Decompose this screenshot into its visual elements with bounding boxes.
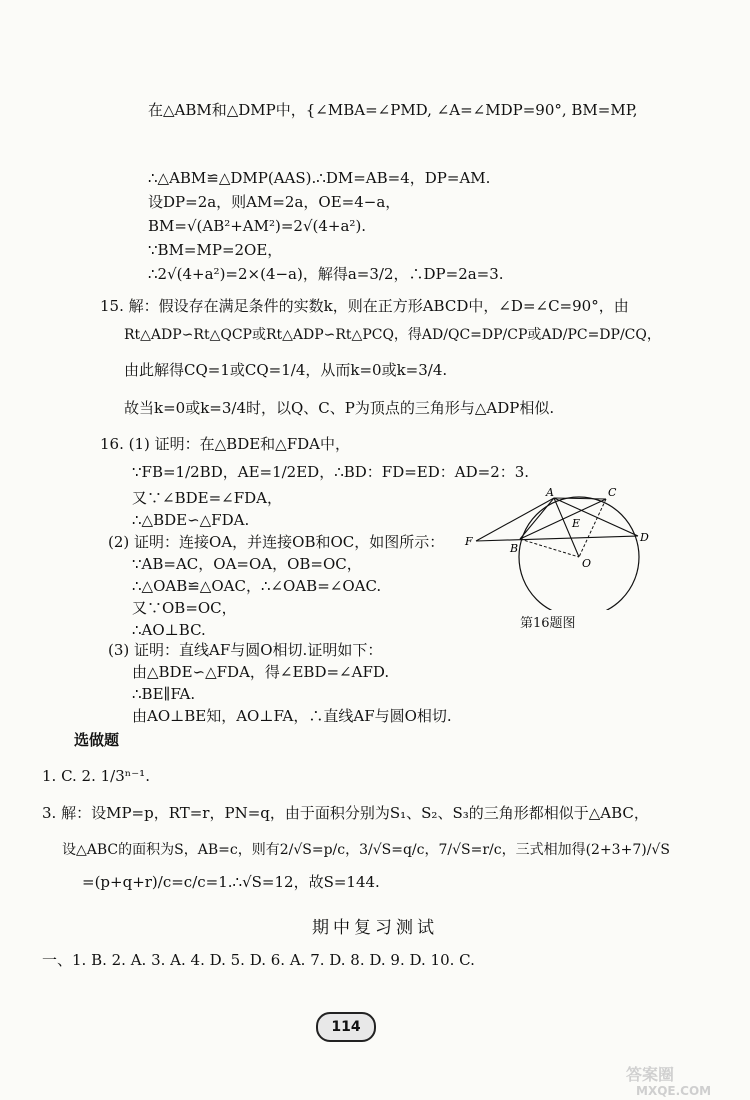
watermark-logo	[622, 1062, 742, 1098]
svg-text:答案圈: 答案圈	[626, 1065, 675, 1084]
figure-caption: 第16题图	[520, 616, 576, 631]
circle-o	[519, 497, 639, 610]
proof-line: 在△ABM和△DMP中，{∠MBA=∠PMD, ∠A=∠MDP=90°, BM=MP,	[148, 101, 638, 119]
solution-line: ∴AO⊥BC.	[132, 621, 206, 639]
solution-line: =(p+q+r)/c=c/c=1.∴√S=12，故S=144.	[82, 873, 380, 891]
solution-line: 设△ABC的面积为S，AB=c，则有2/√S=p/c，3/√S=q/c，7/√S=r/c，三式相加得(2+3+7)/√S	[62, 842, 670, 858]
line-fd	[476, 536, 638, 541]
solution-line: ∵AB=AC，OA=OA，OB=OC，	[132, 555, 362, 573]
solution-line: 由AO⊥BE知，AO⊥FA，∴直线AF与圆O相切.	[132, 707, 452, 725]
proof-line: ∴2√(4+a²)=2×(4−a)，解得a=3/2，∴DP=2a=3.	[148, 265, 504, 283]
solution-line: ∴△OAB≌△OAC，∴∠OAB=∠OAC.	[132, 577, 382, 595]
section-title: 期中复习测试	[312, 918, 438, 938]
label-f: F	[465, 535, 473, 548]
solution-line: (3) 证明：直线AF与圆O相切.证明如下：	[108, 641, 383, 659]
line-ac	[554, 498, 606, 499]
solution-line: 故当k=0或k=3/4时，以Q、C、P为顶点的三角形与△ADP相似.	[124, 399, 555, 417]
svg-text:MXQE.COM: MXQE.COM	[636, 1084, 712, 1098]
solution-line: 3. 解：设MP=p，RT=r，PN=q，由于面积分别为S₁、S₂、S₃的三角形都相似于△ABC，	[42, 804, 649, 822]
proof-line: BM=√(AB²+AM²)=2√(4+a²).	[148, 217, 367, 235]
label-o: O	[582, 557, 592, 570]
solution-line: 又∵∠BDE=∠FDA，	[132, 489, 282, 507]
figure-16-diagram	[462, 485, 652, 610]
line-ab	[520, 498, 554, 539]
solution-line: 16. (1) 证明：在△BDE和△FDA中，	[100, 435, 350, 453]
solution-line: 15. 解：假设存在满足条件的实数k，则在正方形ABCD中，∠D=∠C=90°，由	[100, 297, 629, 315]
proof-line: ∵BM=MP=2OE，	[148, 241, 283, 259]
line-bo	[520, 539, 579, 557]
solution-line: Rt△ADP∽Rt△QCP或Rt△ADP∽Rt△PCQ，得AD/QC=DP/CP或AD/PC=DP/CQ，	[124, 327, 661, 343]
label-a: A	[546, 486, 554, 499]
answer-line: 一、1. B. 2. A. 3. A. 4. D. 5. D. 6. A. 7. D. 8. D. 9. D. 10. C.	[42, 951, 475, 969]
page-number: 114	[316, 1012, 376, 1042]
proof-line: 设DP=2a，则AM=2a，OE=4−a，	[148, 193, 401, 211]
proof-line: ∴△ABM≌△DMP(AAS).∴DM=AB=4，DP=AM.	[148, 169, 491, 187]
label-d: D	[640, 531, 649, 544]
line-fa	[476, 498, 554, 541]
section-heading: 选做题	[74, 731, 120, 749]
answer-line: 1. C. 2. 1/3ⁿ⁻¹.	[42, 767, 150, 785]
solution-line: 由△BDE∽△FDA，得∠EBD=∠AFD.	[132, 663, 390, 681]
label-b: B	[510, 542, 519, 555]
line-co	[579, 499, 606, 557]
label-e: E	[572, 517, 581, 530]
solution-line: ∵FB=1/2BD，AE=1/2ED，∴BD：FD=ED：AD=2：3.	[132, 463, 530, 481]
solution-line: ∴BE∥FA.	[132, 685, 196, 703]
solution-line: 又∵OB=OC，	[132, 599, 237, 617]
solution-line: ∴△BDE∽△FDA.	[132, 511, 250, 529]
label-c: C	[608, 486, 617, 499]
solution-line: (2) 证明：连接OA，并连接OB和OC，如图所示：	[108, 533, 445, 551]
solution-line: 由此解得CQ=1或CQ=1/4，从而k=0或k=3/4.	[124, 361, 448, 379]
